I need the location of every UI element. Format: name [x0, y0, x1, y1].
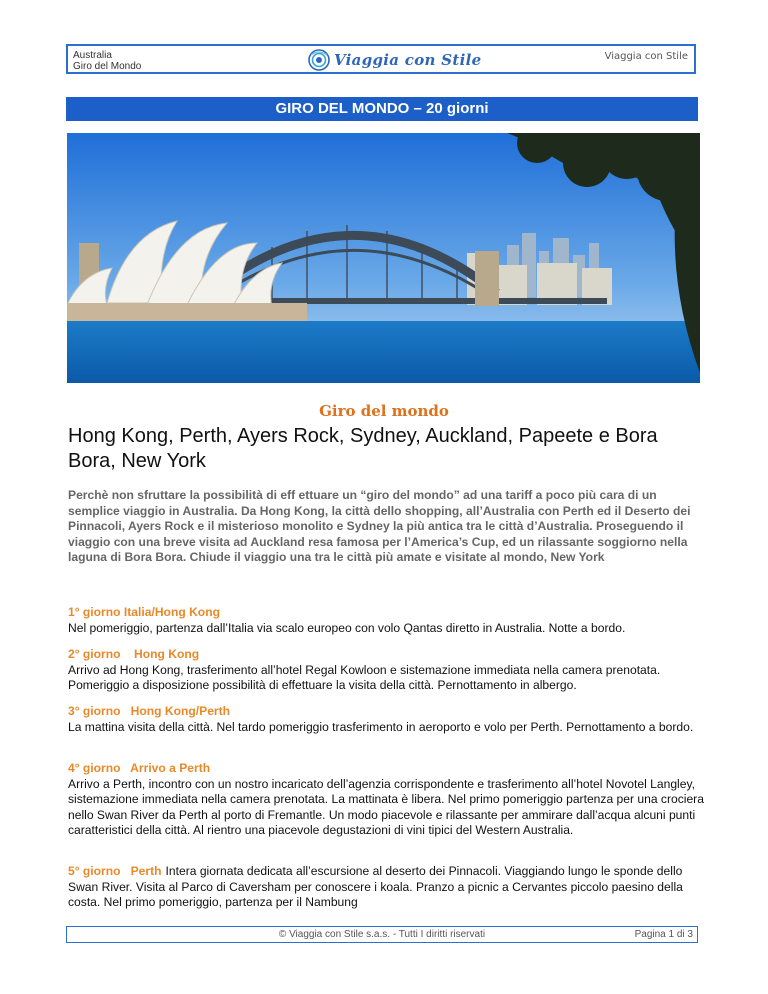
- page-header: [66, 44, 696, 74]
- day-description: Nel pomeriggio, partenza dall’Italia via scalo europeo con volo Qantas diretto in Australia. Notte a bordo.: [68, 620, 626, 635]
- header-tour-name: Giro del Mondo: [73, 61, 142, 72]
- spiral-logo-icon: [308, 49, 330, 71]
- day-heading: 4° giorno Arrivo a Perth: [68, 761, 211, 775]
- brand-logo: [308, 47, 481, 73]
- day-heading: 5° giorno Perth: [68, 864, 162, 878]
- page-footer: [66, 926, 698, 943]
- day-heading: 1° giorno Italia/Hong Kong: [68, 605, 220, 619]
- itinerary-day-5: [68, 864, 708, 911]
- destinations-list: Hong Kong, Perth, Ayers Rock, Sydney, Auckland, Papeete e Bora Bora, New York: [68, 425, 658, 472]
- intro-paragraph: Perchè non sfruttare la possibilità di eff ettuare un “giro del mondo” ad una tariff a poco più cara di un semplice viaggio in Australia. Da Hong Kong, la città dello shopping, all’Australia con Perth ed il Deserto dei Pinnacoli, Ayers Rock e il misterioso monolito e Sydney la più antica tra le città d’Australia. Proseguendo il viaggio con una breve visita ad Auckland resa famosa per l’America’s Cup, ed un rilassante soggiorno nella laguna di Bora Bora. Chiude il viaggio una tra le città più amate e visitate al mondo, New York: [68, 488, 691, 564]
- header-country: Australia: [73, 50, 112, 61]
- footer-copyright: © Viaggia con Stile s.a.s. - Tutti I diritti riservati: [278, 929, 486, 940]
- itinerary-day-1: [68, 605, 708, 636]
- page-title: GIRO DEL MONDO – 20 giorni: [66, 97, 698, 121]
- itinerary-day-2: [68, 647, 708, 694]
- header-brand-name: Viaggia con Stile: [604, 51, 688, 62]
- day-description: Arrivo ad Hong Kong, trasferimento all’hotel Regal Kowloon e sistemazione immediata nella camera prenotata. Pomeriggio a disposizione possibilità di effettuare la visita della città. Pernottamento in albergo.: [68, 662, 661, 692]
- day-heading: 2° giorno Hong Kong: [68, 647, 200, 661]
- day-description: Arrivo a Perth, incontro con un nostro incaricato dell’agenzia corrispondente e trasferimento all’hotel Novotel Langley, sistemazione immediata nella camera prenotata. La mattinata è libera. Nel primo pomeriggio partenza per una crociera nello Swan River da Perth al porto di Fremantle. Un modo piacevole e rilassante per ammirare dall’acqua alcuni punti caratteristici della città. Al rientro una piacevole degustazioni di vini tipici del Western Australia.: [68, 776, 704, 837]
- section-heading: Giro del mondo: [319, 402, 449, 420]
- sydney-harbour-photo: [67, 133, 700, 383]
- day-description: La mattina visita della città. Nel tardo pomeriggio trasferimento in aeroporto e volo per Perth. Pernottamento a bordo.: [68, 719, 694, 734]
- logo-text: Viaggia con Stile: [334, 51, 482, 69]
- day-description: Intera giornata dedicata all’escursione al deserto dei Pinnacoli. Viaggiando lungo le sponde dello Swan River. Visita al Parco di Caversham per conoscere i koala. Pranzo a picnic a Cervantes piccolo paesino della costa. Nel primo pomeriggio, partenza per il Nambung: [68, 864, 683, 909]
- header-left: [73, 50, 141, 72]
- itinerary-day-4: [68, 761, 708, 839]
- day-heading: 3° giorno Hong Kong/Perth: [68, 704, 231, 718]
- footer-page-number: Pagina 1 di 3: [634, 929, 693, 940]
- itinerary-day-3: [68, 704, 708, 735]
